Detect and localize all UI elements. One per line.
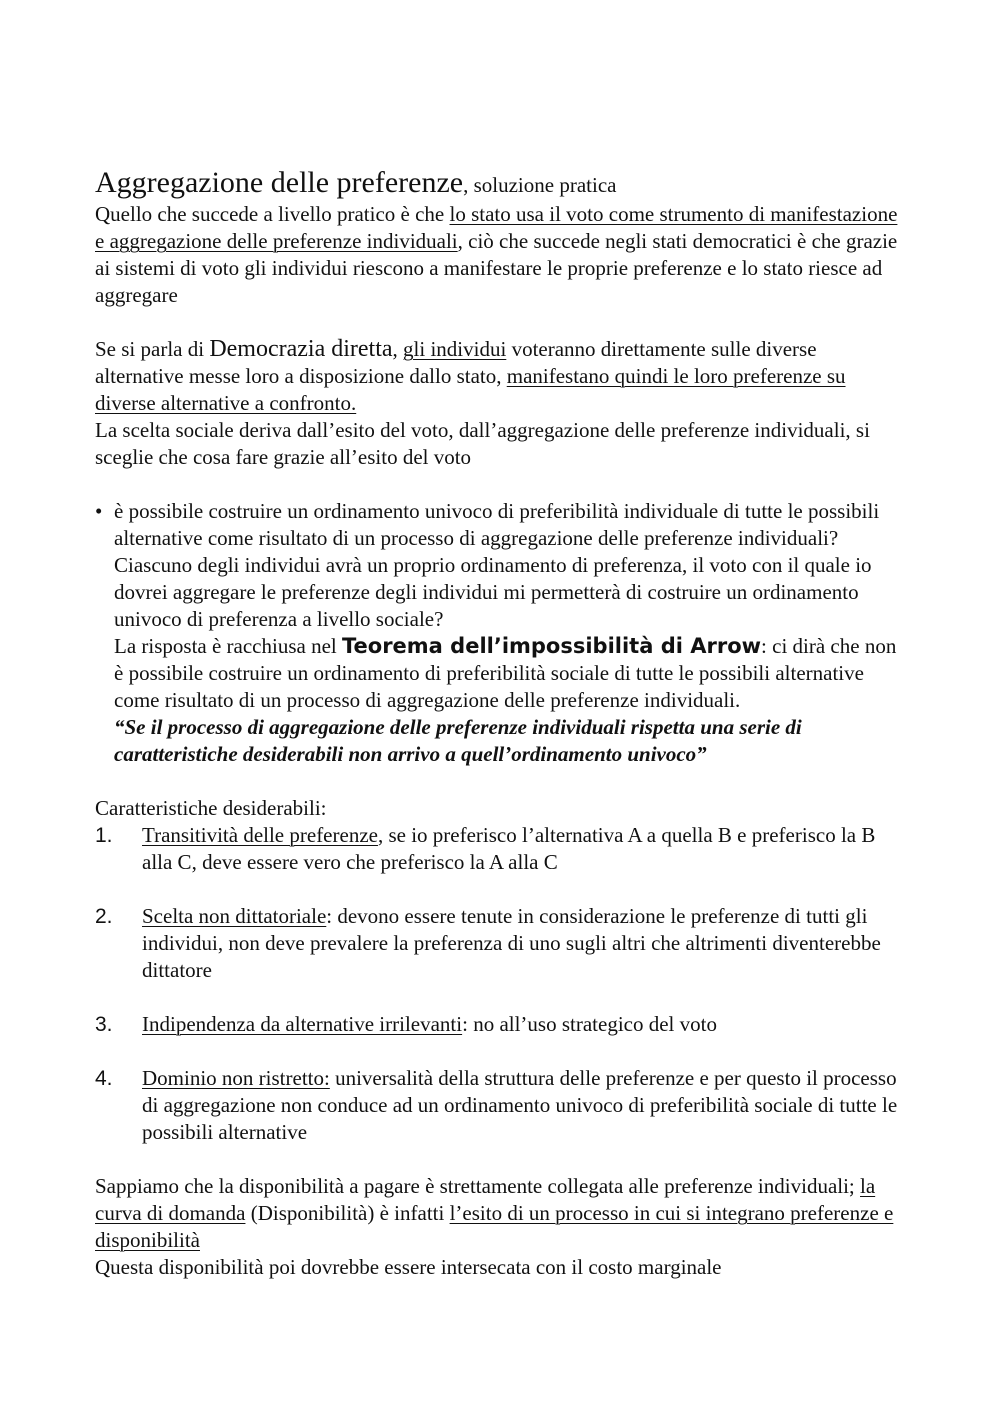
- paragraph-scelta-sociale: La scelta sociale deriva dall’esito del voto, dall’aggregazione delle preferenze individuali, si sceglie che cosa fare grazie all’esito del voto: [95, 418, 870, 469]
- demo-text-1: Se si parla di: [95, 337, 210, 361]
- list-description: universalità della struttura delle preferenze e per questo il processo di aggregazione non conduce ad un ordinamento univoco di preferibilità sociale di tutte le possibili alternative: [142, 1066, 898, 1144]
- list-number: 4.: [95, 1067, 113, 1090]
- list-number: 2.: [95, 905, 113, 928]
- arrow-theorem-term: Teorema dell’impossibilità di Arrow: [342, 634, 762, 658]
- list-item: [95, 903, 910, 984]
- bullet-item: [95, 498, 910, 768]
- answer-text-1: La risposta è racchiusa nel: [114, 634, 342, 658]
- list-description: , se io preferisco l’alternativa A a quella B e preferisco la B alla C, deve essere vero che preferisco la A alla C: [142, 823, 876, 874]
- paragraph-democrazia: [95, 336, 910, 417]
- list-item-text: [142, 822, 910, 876]
- list-description: : no all’uso strategico del voto: [462, 1012, 717, 1036]
- intro-underlined: lo stato usa il voto come strumento di manifestazione e aggregazione delle preferenze individuali: [95, 202, 898, 253]
- list-item-text: [142, 903, 910, 984]
- list-description: : devono essere tenute in considerazione le preferenze di tutti gli individui, non deve prevalere la preferenza di uno sugli altri che altrimenti diventerebbe dittatore: [142, 904, 881, 982]
- bullet-answer: [114, 633, 910, 714]
- paragraph-intro: [95, 201, 910, 309]
- disp-underlined-2: l’esito di un processo in cui si integrano preferenze e disponibilità: [95, 1201, 894, 1252]
- list-item: [95, 1011, 910, 1038]
- list-item-text: [142, 1011, 910, 1038]
- demo-text-3: voteranno direttamente sulle diverse alternative messe loro a disposizione dallo stato,: [95, 337, 817, 388]
- paragraph-costo-marginale: Questa disponibilità poi dovrebbe essere intersecata con il costo marginale: [95, 1255, 722, 1279]
- list-term: Transitività delle preferenze: [142, 823, 378, 847]
- demo-term: Democrazia diretta: [209, 336, 393, 362]
- list-number: 1.: [95, 824, 113, 847]
- list-term: Dominio non ristretto:: [142, 1066, 330, 1090]
- disp-underlined-1: la curva di domanda: [95, 1174, 876, 1225]
- demo-underlined-2: manifestano quindi le loro preferenze su diverse alternative a confronto.: [95, 364, 846, 415]
- intro-text-1: Quello che succede a livello pratico è che: [95, 202, 450, 226]
- list-item: [95, 822, 910, 876]
- disp-text-2: (Disponibilità) è infatti: [245, 1201, 450, 1225]
- page-title: [95, 165, 910, 201]
- bullet-question: è possibile costruire un ordinamento univoco di preferibilità individuale di tutte le possibili alternative come risultato di un processo di aggregazione delle preferenze individuali? Ciascuno degli individui avrà un proprio ordinamento di preferenza, il voto con il quale io dovrei aggregare le preferenze degli individui mi permetterà di costruire un ordinamento univoco di preferenza a livello sociale?: [114, 499, 880, 631]
- intro-text-2: , ciò che succede negli stati democratici è che grazie ai sistemi di voto gli individui riescono a manifestare le proprie preferenze e lo stato riesce ad aggregare: [95, 229, 898, 307]
- list-item-text: [142, 1065, 910, 1146]
- bullet-icon: •: [95, 499, 103, 523]
- paragraph-disponibilita: [95, 1173, 910, 1254]
- bullet-quote: “Se il processo di aggregazione delle preferenze individuali rispetta una serie di caratteristiche desiderabili non arrivo a quell’ordinamento univoco”: [114, 715, 802, 766]
- list-number: 3.: [95, 1013, 113, 1036]
- list-term: Indipendenza da alternative irrilevanti: [142, 1012, 463, 1036]
- answer-text-2: : ci dirà che non è possibile costruire un ordinamento di preferibilità sociale di tutte le possibili alternative come risultato di un processo di aggregazione delle preferenze individuali.: [114, 634, 897, 712]
- list-item: [95, 1065, 910, 1146]
- demo-text-2: ,: [392, 337, 404, 361]
- list-heading: Caratteristiche desiderabili:: [95, 796, 327, 820]
- list-term: Scelta non dittatoriale: [142, 904, 327, 928]
- title-main: Aggregazione delle preferenze: [95, 166, 464, 199]
- disp-text-1: Sappiamo che la disponibilità a pagare è strettamente collegata alle preferenze individuali;: [95, 1174, 861, 1198]
- demo-underlined-1: gli individui: [403, 337, 507, 361]
- title-subtitle: , soluzione pratica: [463, 173, 617, 197]
